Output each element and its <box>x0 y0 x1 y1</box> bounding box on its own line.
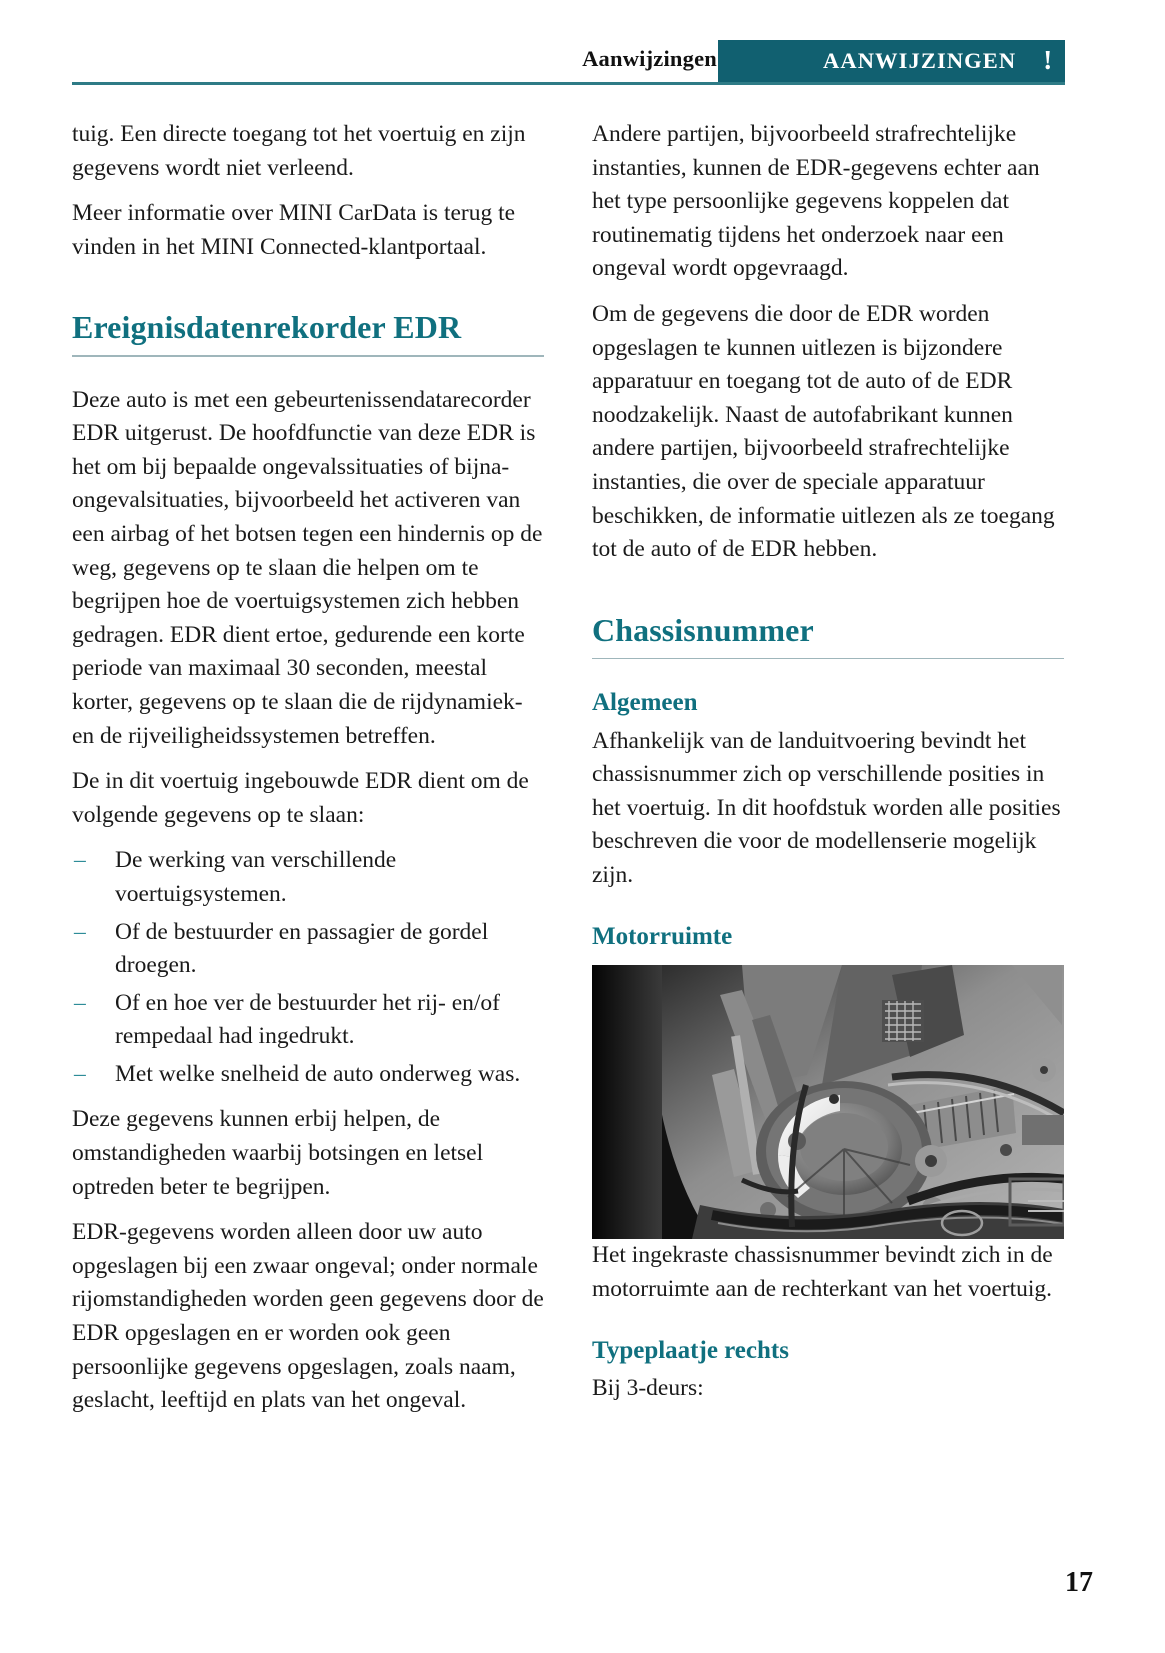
paragraph: Andere partijen, bijvoorbeeld strafrechtelijke instanties, kunnen de EDR-gegevens echter aan het type persoonlijke gegevens koppelen dat routinematig tijdens het onderzoek naar een ongeval wordt opgevraagd. <box>592 121 1040 282</box>
subsection-heading-motorruimte: Motorruimte <box>592 922 733 950</box>
edr-data-list <box>72 844 544 1091</box>
dash-bullet-icon: – <box>74 989 86 1016</box>
page-number: 17 <box>1065 1567 1093 1598</box>
subsection-heading-algemeen: Algemeen <box>592 688 698 716</box>
figure-caption: Het ingekraste chassisnummer bevindt zich in de motorruimte aan de rechterkant van het voertuig. <box>592 1242 1053 1302</box>
list-item <box>72 916 544 983</box>
list-item <box>72 987 544 1054</box>
section-heading-chassisnummer: Chassisnummer <box>592 611 814 648</box>
list-item-label: De werking van verschillende voertuigsystemen. <box>115 847 397 907</box>
heading-divider <box>592 658 1064 659</box>
dash-bullet-icon: – <box>74 847 86 874</box>
header-banner-label: AANWIJZINGEN <box>823 48 1017 73</box>
dash-bullet-icon: – <box>74 1060 86 1087</box>
exclamation-icon: ! <box>1043 44 1053 75</box>
engine-compartment-photo <box>592 965 1064 1239</box>
paragraph: Afhankelijk van de landuitvoering bevindt het chassisnummer zich op verschillende posities in het voertuig. In dit hoofdstuk worden alle posities beschreven die voor de modellenserie mogelijk zijn. <box>592 727 1061 889</box>
paragraph: tuig. Een directe toegang tot het voertuig en zijn gegevens wordt niet verleend. <box>72 121 526 181</box>
heading-divider <box>72 355 544 356</box>
header-divider <box>72 82 1065 85</box>
header-running-title: Aanwijzingen <box>582 46 717 71</box>
engine-compartment-figure <box>592 965 1064 1239</box>
paragraph: Bij 3-deurs: <box>592 1375 704 1402</box>
list-item-label: Of de bestuurder en passagier de gordel droegen. <box>115 918 489 979</box>
paragraph: Deze auto is met een gebeurtenissendatarecorder EDR uitgerust. De hoofdfunctie van deze EDR is het om bij bepaalde ongevalssituaties of bijna-ongevalsituaties, bijvoorbeeld het activeren van een airbag of het botsen tegen een hindernis op de weg, gegevens op te slaan die helpen om te begrijpen hoe de voertuigsystemen zich hebben gedragen. EDR dient ertoe, gedurende een korte periode van maximaal 30 seconden, meestal korter, gegevens op te slaan die de rijdynamiek- en de rijveiligheidssystemen betreffen. <box>72 386 543 749</box>
page-header <box>0 40 1165 82</box>
section-heading-edr: Ereignisdatenrekorder EDR <box>72 309 462 346</box>
header-banner <box>718 40 1065 82</box>
paragraph: De in dit voertuig ingebouwde EDR dient om de volgende gegevens op te slaan: <box>72 768 529 828</box>
paragraph: EDR-gegevens worden alleen door uw auto opgeslagen bij een zwaar ongeval; onder normale rijomstandigheden worden geen gegevens door de EDR opgeslagen en er worden ook geen persoonlijke gegevens opgeslagen, zoals naam, geslacht, leeftijd en plats van het ongeval. <box>72 1219 544 1414</box>
list-item-label: Met welke snelheid de auto onderweg was. <box>115 1060 521 1087</box>
paragraph: Meer informatie over MINI CarData is terug te vinden in het MINI Connected-klantportaal. <box>72 200 516 260</box>
right-column <box>592 118 1064 1406</box>
paragraph: Deze gegevens kunnen erbij helpen, de omstandigheden waarbij botsingen en letsel optreden beter te begrijpen. <box>72 1106 484 1200</box>
list-item-label: Of en hoe ver de bestuurder het rij- en/of rempedaal had ingedrukt. <box>115 989 500 1050</box>
list-item <box>72 1058 544 1092</box>
left-column <box>72 118 544 1418</box>
paragraph: Om de gegevens die door de EDR worden opgeslagen te kunnen uitlezen is bijzondere apparatuur en toegang tot de auto of de EDR noodzakelijk. Naast de autofabrikant kunnen andere partijen, bijvoorbeeld strafrechtelijke instanties, die over de speciale apparatuur beschikken, de informatie uitlezen als ze toegang tot de auto of de EDR hebben. <box>592 300 1055 563</box>
list-item <box>72 844 544 911</box>
dash-bullet-icon: – <box>74 918 86 945</box>
subsection-heading-typeplaatje: Typeplaatje rechts <box>592 1336 789 1364</box>
